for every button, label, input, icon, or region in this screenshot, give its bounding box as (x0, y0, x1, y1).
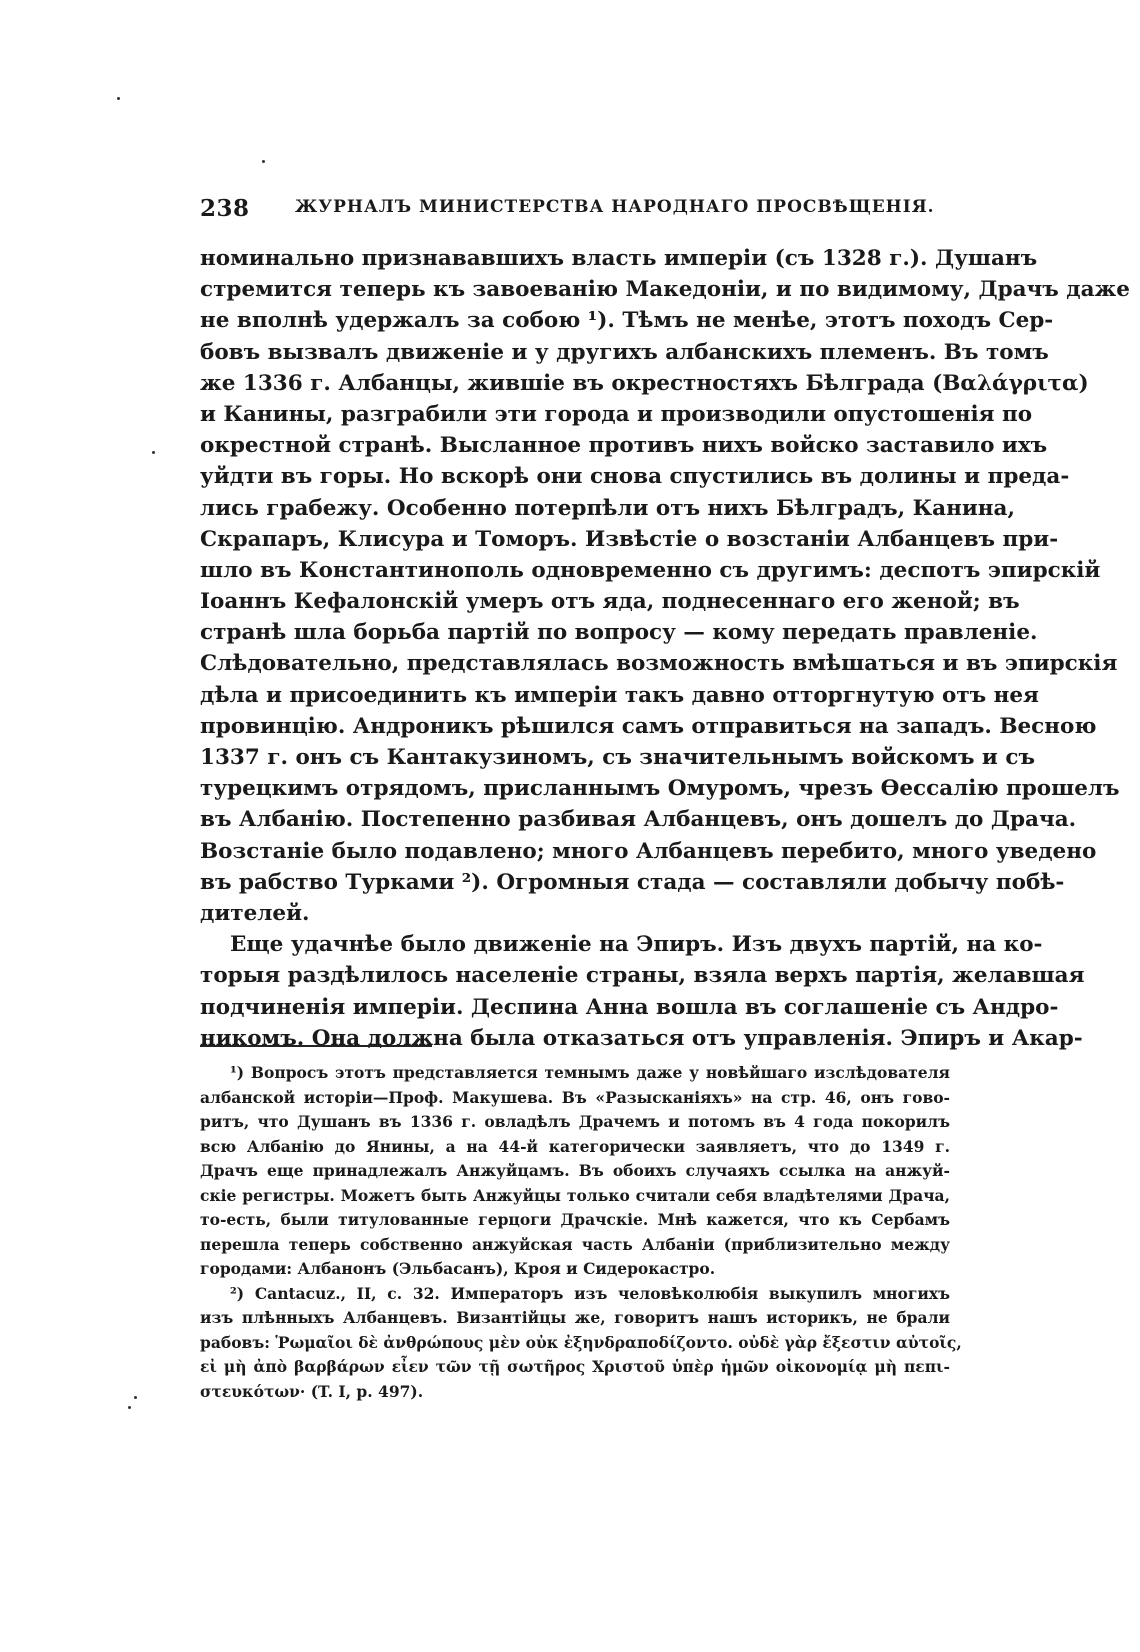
text-line: бовъ вызвалъ движеніе и у другихъ албанскихъ племенъ. Въ томъ (200, 339, 1049, 365)
text-line: дителей. (200, 900, 310, 926)
footnote-line: εἰ μὴ ἀπὸ βαρβάρων εἶεν τῶν τῇ σωτῆρος Χριστοῦ ὑπὲρ ἡμῶν οἰκονομίᾳ μὴ πεπι- (200, 1357, 950, 1376)
text-line: стремится теперь къ завоеванію Македоніи, и по видимому, Драчъ даже (200, 277, 1130, 303)
scan-speck (262, 160, 265, 163)
footnote-line: перешла теперь собственно анжуйская часть Албаніи (приблизительно между (200, 1234, 950, 1254)
footnote-line: всю Албанію до Янины, а на 44-й категорически заявляетъ, что до 1349 г. (200, 1136, 950, 1156)
text-line: же 1336 г. Албанцы, жившіе въ окрестностяхъ Бѣлграда (Βαλάγριτα) (200, 370, 1089, 396)
footnote-line: изъ плѣнныхъ Албанцевъ. Византійцы же, говоритъ нашъ историкъ, не брали (200, 1308, 950, 1327)
text-line: Іоаннъ Кефалонскій умеръ отъ яда, поднесеннаго его женой; въ (200, 589, 1020, 615)
text-line: странѣ шла борьба партій по вопросу — кому передать правленіе. (200, 620, 1038, 646)
text-line: номинально признававшихъ власть имперіи (съ 1328 г.). Душанъ (200, 246, 1038, 271)
footnote-line: рабовъ: Ῥωμαῖοι δὲ ἀνθρώπους μὲν οὐκ ἐξηνδραποδίζοντο. οὐδὲ γὰρ ἔξεστιν αὐτοῖς, (200, 1332, 962, 1352)
main-text (200, 243, 1130, 1054)
scan-speck (134, 1396, 137, 1399)
running-title: ЖУРНАЛЪ МИНИСТЕРСТВА НАРОДНАГО ПРОСВѢЩЕНІЯ. (295, 197, 935, 217)
text-line: въ Албанію. Постепенно разбивая Албанцевъ, онъ дошелъ до Драча. (200, 807, 1077, 833)
footnote-line: ритъ, что Душанъ въ 1336 г. овладѣлъ Драчемъ и потомъ въ 4 года покорилъ (200, 1112, 950, 1131)
text-line: шло въ Константинополь одновременно съ другимъ: деспотъ эпирскій (200, 557, 1101, 583)
text-line: дѣла и присоединить къ имперіи такъ давно отторгнутую отъ нея (200, 682, 1039, 708)
page-header (200, 195, 950, 225)
footnote-line: то-есть, были титулованные герцоги Драчскіе. Мнѣ кажется, что къ Сербамъ (200, 1210, 950, 1229)
text-line: уйдти въ горы. Но вскорѣ они снова спустились въ долины и преда- (200, 464, 1070, 490)
page-number: 238 (200, 195, 250, 222)
footnotes (200, 1061, 962, 1404)
text-line: Слѣдовательно, представлялась возможность вмѣшаться и въ эпирскія (200, 651, 1118, 677)
text-line: окрестной странѣ. Высланное противъ нихъ войско заставило ихъ (200, 433, 1048, 459)
footnote-divider (200, 1045, 432, 1047)
footnote-line: городами: Албанонъ (Эльбасанъ), Кроя и Сидерокастро. (200, 1259, 716, 1278)
text-line: Возстаніе было подавлено; много Албанцевъ перебито, много уведено (200, 838, 1097, 864)
text-line: никомъ. Она должна была отказаться отъ управленія. Эпиръ и Акар- (200, 1025, 1083, 1051)
text-line: торыя раздѣлилось населеніе страны, взяла верхъ партія, желавшая (200, 963, 1085, 989)
footnote-line: ¹) Вопросъ этотъ представляется темнымъ даже у новѣйшаго изслѣдователя (230, 1063, 950, 1082)
text-line: турецкимъ отрядомъ, присланнымъ Омуромъ, чрезъ Ѳессалію прошелъ (200, 776, 1120, 802)
text-line: подчиненія имперіи. Деспина Анна вошла въ соглашеніе съ Андро- (200, 994, 1059, 1020)
text-line: не вполнѣ удержалъ за собою ¹). Тѣмъ не менѣе, этотъ походъ Сер- (200, 308, 1054, 334)
text-line: въ рабство Турками ²). Огромныя стада — составляли добычу побѣ- (200, 869, 1065, 895)
scan-speck (128, 1406, 131, 1409)
footnote-line: албанской исторіи—Проф. Макушева. Въ «Разысканіяхъ» на стр. 46, онъ гово- (200, 1087, 950, 1107)
text-line: Еще удачнѣе было движеніе на Эпиръ. Изъ двухъ партій, на ко- (230, 932, 1043, 958)
footnote-line: στευκότων· (T. I, p. 497). (200, 1381, 424, 1401)
text-line: провинцію. Андроникъ рѣшился самъ отправиться на западъ. Весною (200, 713, 1097, 739)
text-line: Скрапаръ, Клисура и Томоръ. Извѣстіе о возстаніи Албанцевъ при- (200, 526, 1059, 552)
scan-speck (117, 97, 120, 100)
footnote-line: Драчъ еще принадлежалъ Анжуйцамъ. Въ обоихъ случаяхъ ссылка на анжуй- (200, 1161, 950, 1180)
text-line: лись грабежу. Особенно потерпѣли отъ нихъ Бѣлградъ, Канина, (200, 495, 1015, 521)
footnote-line: ²) Cantacuz., II, c. 32. Императоръ изъ человѣколюбія выкупилъ многихъ (230, 1283, 950, 1303)
scan-speck (152, 451, 155, 454)
footnote-line: скіе регистры. Можетъ быть Анжуйцы только считали себя владѣтелями Драча, (200, 1185, 950, 1205)
text-line: и Канины, разграбили эти города и производили опустошенія по (200, 401, 1033, 427)
text-line: 1337 г. онъ съ Кантакузиномъ, съ значительнымъ войскомъ и съ (200, 745, 1035, 770)
